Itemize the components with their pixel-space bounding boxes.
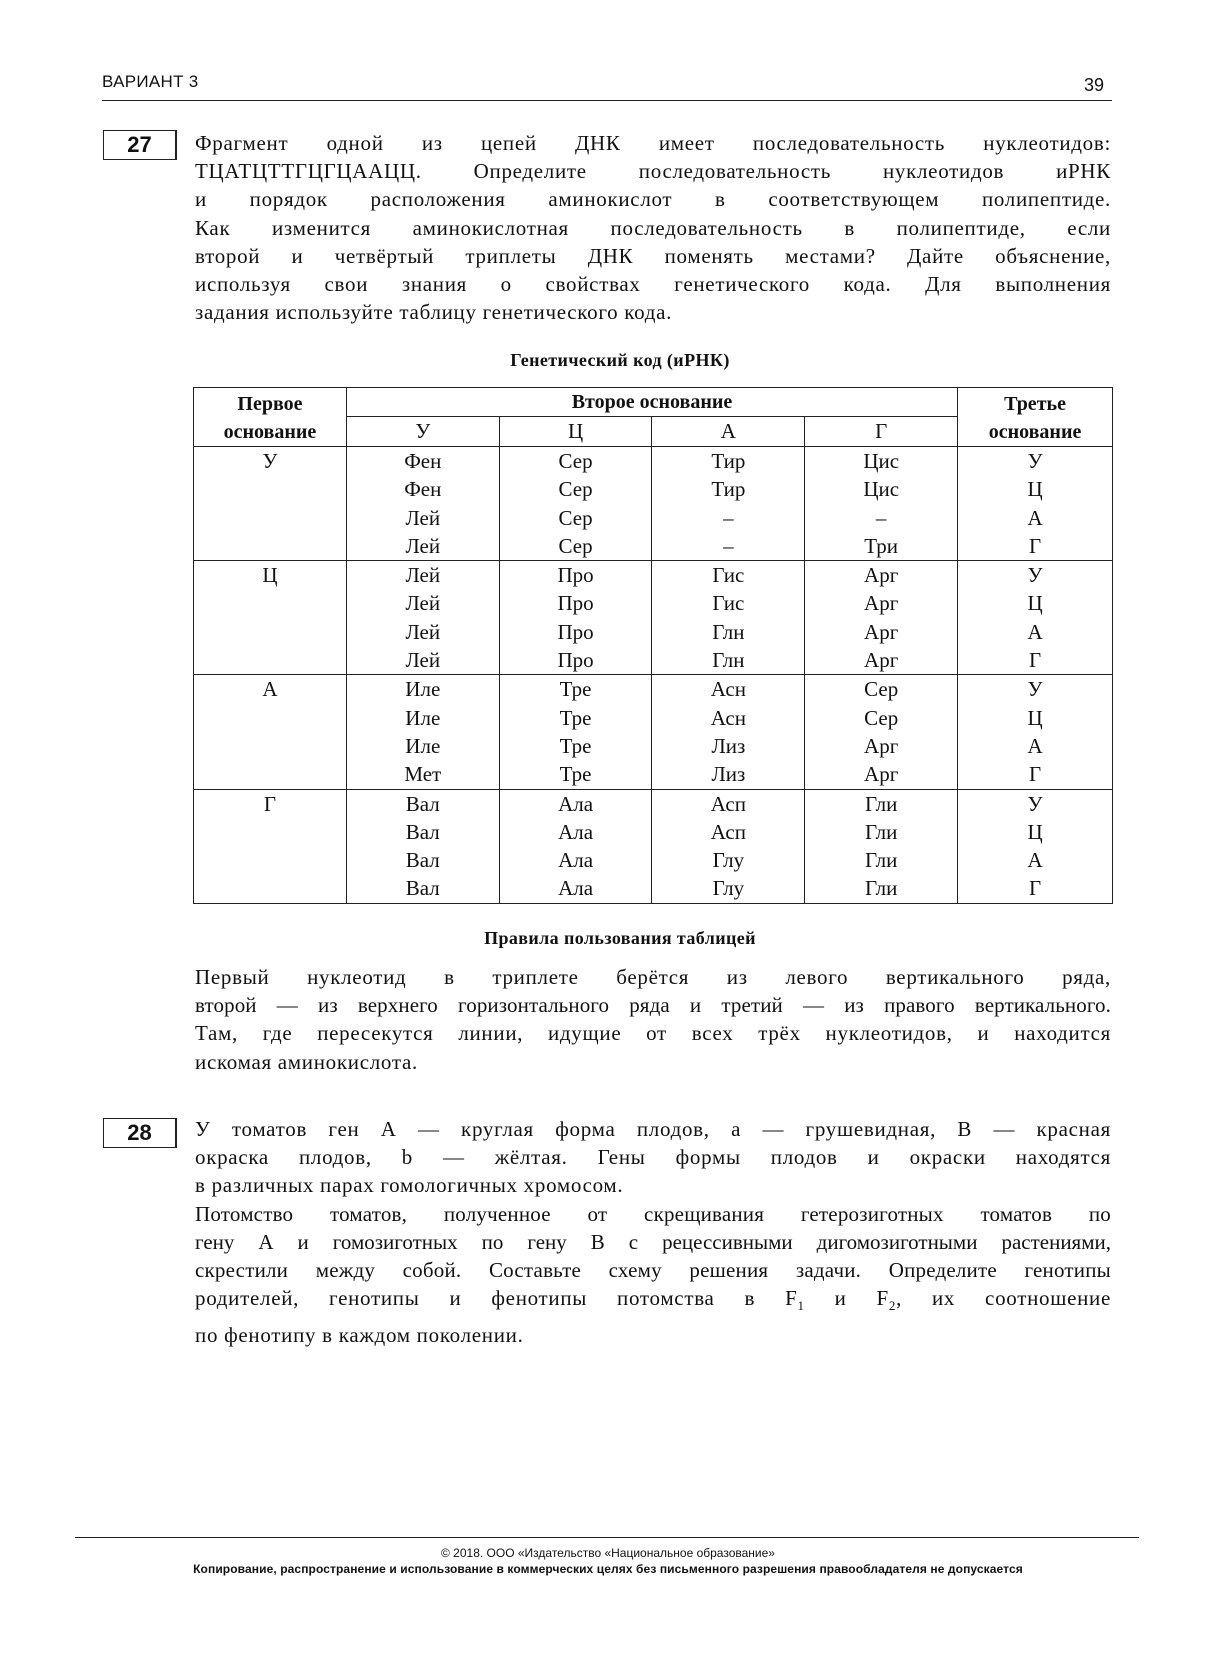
amino-acid-cell: Иле <box>405 733 441 758</box>
amino-acid-column <box>652 561 805 675</box>
amino-acid-column <box>346 675 499 789</box>
amino-acid-cell: Лиз <box>711 733 746 758</box>
task-27-line: задания используйте таблицу генетического кода. <box>195 300 673 325</box>
task-28-text <box>195 1115 1111 1349</box>
task-27-line: второй и четвёртый триплеты ДНК поменять местами? Дайте объяснение, <box>195 243 1111 268</box>
amino-acid-cell: Тре <box>559 762 592 787</box>
second-base-u: У <box>346 417 499 447</box>
amino-acid-column <box>346 561 499 675</box>
amino-acid-cell: Арг <box>864 591 899 616</box>
amino-acid-cell: Гли <box>865 848 898 873</box>
task-28-line7-b: и F <box>804 1286 889 1311</box>
task-27-line: и порядок расположения аминокислот в соответствующем полипептиде. <box>195 187 1111 212</box>
amino-acid-cell: Гли <box>865 791 898 816</box>
amino-acid-cell: Мет <box>404 762 442 787</box>
amino-acid-cell: Лей <box>405 563 441 588</box>
third-base-cell: Ц <box>1027 705 1043 730</box>
task-28-number: 28 <box>103 1118 177 1148</box>
rules-line: искомая аминокислота. <box>195 1049 418 1074</box>
amino-acid-cell: Сер <box>864 705 899 730</box>
amino-acid-cell: Асн <box>710 705 746 730</box>
amino-acid-column <box>805 789 958 903</box>
task-27-line: Фрагмент одной из цепей ДНК имеет последовательность нуклеотидов: <box>195 131 1111 155</box>
amino-acid-cell: Вал <box>405 791 440 816</box>
table-body <box>194 447 1113 904</box>
third-base-cell: А <box>1027 733 1043 758</box>
task-28-line7-a: родителей, генотипы и фенотипы потомства в F <box>195 1286 798 1311</box>
third-base-column <box>958 789 1113 903</box>
amino-acid-column <box>805 561 958 675</box>
amino-acid-cell: Тре <box>559 677 592 702</box>
amino-acid-cell: Лиз <box>711 762 746 787</box>
third-base-cell: Ц <box>1027 819 1043 844</box>
second-base-a: А <box>652 417 805 447</box>
third-base-cell: Ц <box>1027 591 1043 616</box>
third-base-cell: Г <box>1028 876 1042 901</box>
third-base-cell: У <box>1027 563 1043 588</box>
third-base-cell: У <box>1027 677 1043 702</box>
task-27-line: ТЦАТЦТТГЦГЦААЦЦ. Определите последовательность нуклеотидов иРНК <box>195 159 1111 184</box>
amino-acid-cell: Тре <box>559 733 592 758</box>
amino-acid-cell: Цис <box>863 477 900 502</box>
footer-copyright: © 2018. ООО «Издательство «Национальное образование» <box>441 1546 775 1560</box>
rules-text <box>195 963 1111 1076</box>
third-base-cell: Г <box>1028 533 1042 558</box>
amino-acid-cell: Сер <box>558 449 593 473</box>
task-28-line7-c: , их соотношение <box>896 1286 1112 1311</box>
amino-acid-cell: Вал <box>405 819 440 844</box>
rules-line: Первый нуклеотид в триплете берётся из левого вертикального ряда, <box>195 965 1111 989</box>
amino-acid-cell: Сер <box>558 505 593 530</box>
amino-acid-cell: Иле <box>405 677 441 702</box>
third-base-cell: А <box>1027 619 1043 644</box>
amino-acid-cell: Тир <box>711 449 746 473</box>
table-caption: Генетический код (иРНК) <box>510 350 730 370</box>
amino-acid-cell: Сер <box>558 477 593 502</box>
task-27-line: Как изменится аминокислотная последовательность в полипептиде, если <box>195 215 1111 240</box>
third-base-column <box>958 447 1113 561</box>
first-base-cell: А <box>194 675 347 789</box>
amino-acid-cell: Вал <box>405 848 440 873</box>
amino-acid-cell: Гли <box>865 876 898 901</box>
amino-acid-cell: Тир <box>711 477 746 502</box>
task-28-line <box>195 1284 1111 1320</box>
header-first-base: Первое основание <box>194 388 347 447</box>
third-base-column <box>958 561 1113 675</box>
third-base-cell: А <box>1027 848 1043 873</box>
amino-acid-cell: Иле <box>405 705 441 730</box>
amino-acid-cell: Про <box>557 563 594 588</box>
amino-acid-cell: Про <box>557 619 594 644</box>
second-base-g: Г <box>805 417 958 447</box>
amino-acid-cell: Про <box>557 648 594 673</box>
rules-title: Правила пользования таблицей <box>484 928 756 948</box>
amino-acid-column <box>652 789 805 903</box>
rules-line: второй — из верхнего горизонтального ряда и третий — из правого вертикального. <box>195 993 1111 1018</box>
header-divider <box>102 100 1112 101</box>
amino-acid-cell: Асн <box>710 677 746 702</box>
header-second-base: Второе основание <box>346 388 957 417</box>
amino-acid-cell: Лей <box>405 591 441 616</box>
third-base-cell: У <box>1027 449 1043 473</box>
amino-acid-cell: – <box>875 505 887 530</box>
amino-acid-cell: Тре <box>559 705 592 730</box>
amino-acid-cell: Три <box>864 533 899 558</box>
task-28-line: скрестили между собой. Составьте схему решения задачи. Определите генотипы <box>195 1258 1111 1283</box>
task-28-line: Потомство томатов, полученное от скрещивания гетерозиготных томатов по <box>195 1201 1111 1226</box>
task-28-line: У томатов ген А — круглая форма плодов, а — грушевидная, В — красная <box>195 1117 1111 1141</box>
amino-acid-cell: Гис <box>712 563 745 588</box>
subscript-1: 1 <box>797 1298 805 1314</box>
amino-acid-cell: Цис <box>863 449 900 473</box>
amino-acid-cell: Арг <box>864 619 899 644</box>
amino-acid-column <box>805 675 958 789</box>
amino-acid-cell: Сер <box>864 677 899 702</box>
amino-acid-cell: – <box>723 505 734 530</box>
amino-acid-cell: Глн <box>712 648 745 673</box>
amino-acid-column <box>652 447 805 561</box>
footer-divider <box>75 1537 1139 1538</box>
amino-acid-cell: Арг <box>864 563 899 588</box>
table-group-row <box>194 561 1113 675</box>
third-base-cell: Г <box>1028 648 1042 673</box>
first-base-cell: Ц <box>194 561 347 675</box>
third-base-cell: А <box>1027 505 1043 530</box>
amino-acid-column <box>652 675 805 789</box>
task-28-line: в различных парах гомологичных хромосом. <box>195 1173 624 1198</box>
amino-acid-cell: Ала <box>558 848 594 873</box>
amino-acid-column <box>499 789 652 903</box>
header-third-base: Третье основание <box>958 388 1113 447</box>
first-base-cell: У <box>194 447 347 561</box>
amino-acid-cell: Глу <box>712 848 745 873</box>
table-group-row <box>194 789 1113 903</box>
task-27-text <box>195 129 1111 326</box>
amino-acid-cell: Фен <box>404 449 442 473</box>
task-27-number: 27 <box>103 130 177 160</box>
amino-acid-column <box>346 447 499 561</box>
task-28-line: по фенотипу в каждом поколении. <box>195 1322 524 1347</box>
task-28-line: гену А и гомозиготных по гену В с рецессивными дигомозиготными растениями, <box>195 1229 1111 1254</box>
amino-acid-cell: Арг <box>864 648 899 673</box>
amino-acid-column <box>499 675 652 789</box>
amino-acid-cell: Гли <box>865 819 898 844</box>
amino-acid-cell: – <box>723 533 734 558</box>
rules-line: Там, где пересекутся линии, идущие от всех трёх нуклеотидов, и находится <box>195 1021 1111 1046</box>
amino-acid-column <box>499 447 652 561</box>
amino-acid-cell: Асп <box>710 819 746 844</box>
amino-acid-cell: Вал <box>405 876 440 901</box>
amino-acid-cell: Сер <box>558 533 593 558</box>
amino-acid-cell: Лей <box>405 619 441 644</box>
task-28-line: окраска плодов, b — жёлтая. Гены формы плодов и окраски находятся <box>195 1145 1111 1170</box>
amino-acid-cell: Глу <box>712 876 745 901</box>
amino-acid-cell: Лей <box>405 648 441 673</box>
amino-acid-column <box>499 561 652 675</box>
footer-notice: Копирование, распространение и использование в коммерческих целях без письменного разрешения правообладателя не допускается <box>193 1562 1023 1576</box>
first-base-cell: Г <box>194 789 347 903</box>
amino-acid-cell: Арг <box>864 733 899 758</box>
table-group-row <box>194 675 1113 789</box>
subscript-2: 2 <box>888 1298 897 1314</box>
amino-acid-cell: Гис <box>712 591 745 616</box>
amino-acid-cell: Ала <box>558 819 594 844</box>
third-base-cell: Г <box>1028 762 1042 787</box>
amino-acid-cell: Ала <box>558 791 594 816</box>
task-27-line: используя свои знания о свойствах генетического кода. Для выполнения <box>195 272 1111 297</box>
third-base-column <box>958 675 1113 789</box>
amino-acid-cell: Глн <box>712 619 745 644</box>
second-base-c: Ц <box>499 417 652 447</box>
third-base-cell: У <box>1027 791 1043 816</box>
page-number: 39 <box>1084 75 1105 95</box>
amino-acid-cell: Ала <box>558 876 594 901</box>
amino-acid-cell: Лей <box>405 533 441 558</box>
amino-acid-cell: Арг <box>864 762 899 787</box>
amino-acid-cell: Про <box>557 591 594 616</box>
third-base-cell: Ц <box>1027 477 1043 502</box>
amino-acid-column <box>346 789 499 903</box>
amino-acid-cell: Асп <box>710 791 746 816</box>
table-group-row <box>194 447 1113 561</box>
amino-acid-cell: Лей <box>405 505 441 530</box>
amino-acid-cell: Фен <box>404 477 442 502</box>
amino-acid-column <box>805 447 958 561</box>
variant-label: ВАРИАНТ 3 <box>102 72 199 91</box>
genetic-code-table <box>193 387 1113 904</box>
